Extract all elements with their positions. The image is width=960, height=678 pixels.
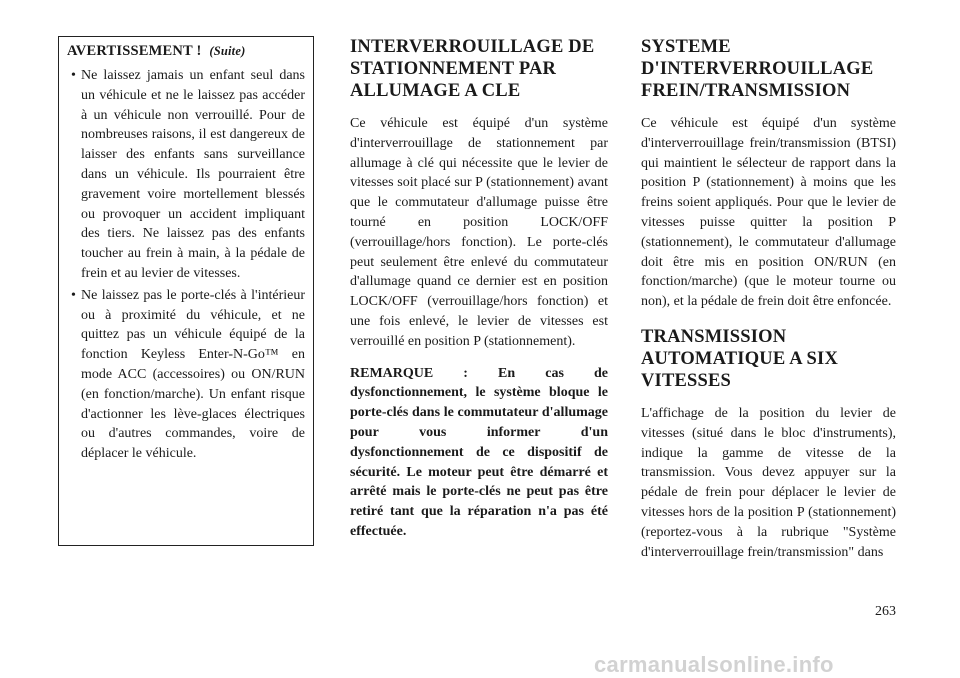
btsi-heading: SYSTEME D'INTERVERROUILLAGE FREIN/TRANSMISSION xyxy=(641,37,874,101)
warning-title-text: AVERTISSEMENT ! xyxy=(67,43,206,59)
interlock-note: REMARQUE : En cas de dysfonctionnement, le système bloque le porte-clés dans le commutateur d'allumage pour vous informer d'un dysfonctionnement de ce dispositif de sécurité. Le moteur peut être démarré et arrêté mais le porte-clés ne peut pas être retiré tant que la réparation n'a pas été effectuée. xyxy=(350,365,608,539)
left-column xyxy=(58,36,314,546)
transmission-body: L'affichage de la position du levier de vitesses (situé dans le bloc d'instruments), indique la gamme de vitesse de la transmission. Vous devez appuyer sur la pédale de frein pour déplacer le levier de vitesses hors de la position P (stationnement) (reportez-vous à la rubrique "Système d'interverrouillage frein/transmission" dans xyxy=(641,405,896,560)
warning-title-suffix: (Suite) xyxy=(209,44,246,58)
interlock-body: Ce véhicule est équipé d'un système d'interverrouillage de stationnement par allumage à clé qui nécessite que le levier de vitesses soit placé sur P (stationnement) avant que le commutateur d'allumage puisse être tourné en position LOCK/OFF (verrouillage/hors fonction). Le porte-clés peut seulement être enlevé du commutateur d'allumage quand ce dernier est en position LOCK/OFF (verrouillage/hors fonction) et une fois enlevé, le levier de vitesses est verrouillé en position P (stationnement). xyxy=(350,116,608,349)
interlock-heading: INTERVERROUILLAGE DE STATIONNEMENT PAR ALLUMAGE A CLE xyxy=(350,37,595,101)
warning-item-text: Ne laissez pas le porte-clés à l'intérieur ou à proximité du véhicule, et ne quittez pas un véhicule équipé de la fonction Keyless Enter-N-Go™ en mode ACC (accessoires) ou ON/RUN (en fonction/marche). Un enfant risque d'actionner les lève-glaces électriques ou d'autres commandes, voire de déplacer le véhicule. xyxy=(81,287,305,462)
bullet-icon: • xyxy=(71,287,76,303)
warning-title xyxy=(67,43,305,60)
page-number: 263 xyxy=(875,604,896,619)
transmission-heading: TRANSMISSION AUTOMATIQUE A SIX VITESSES xyxy=(641,326,839,391)
middle-column xyxy=(350,36,608,542)
right-column xyxy=(641,36,896,574)
bullet-icon: • xyxy=(71,68,76,83)
warning-item xyxy=(67,286,305,464)
warning-item-text: Ne laissez jamais un enfant seul dans un véhicule et ne le laissez pas accéder à un véhicule non verrouillé. Pour de nombreuses raisons, il est dangereux de laisser des enfants sans surveillance dans un véhicule. Ils pourraient être gravement voire mortellement blessés ou provoquer un accident impliquant des tiers. Ne laissez pas des enfants toucher au frein à main, à la pédale de frein et au levier de vitesses. xyxy=(81,68,305,281)
warning-list xyxy=(67,66,305,464)
watermark: carmanualsonline.info xyxy=(594,652,834,677)
warning-box xyxy=(58,36,314,546)
btsi-body: Ce véhicule est équipé d'un système d'interverrouillage frein/transmission (BTSI) qui maintient le sélecteur de rapport dans la position P (stationnement) à moins que les freins soient appliqués. Pour que le levier de vitesses puisse quitter la position P (stationnement), le commutateur d'allumage doit être mis en position ON/RUN (en fonction/marche) (que le moteur tourne ou non), et la pédale de frein doit être enfoncée. xyxy=(641,116,896,310)
warning-item xyxy=(67,66,305,284)
